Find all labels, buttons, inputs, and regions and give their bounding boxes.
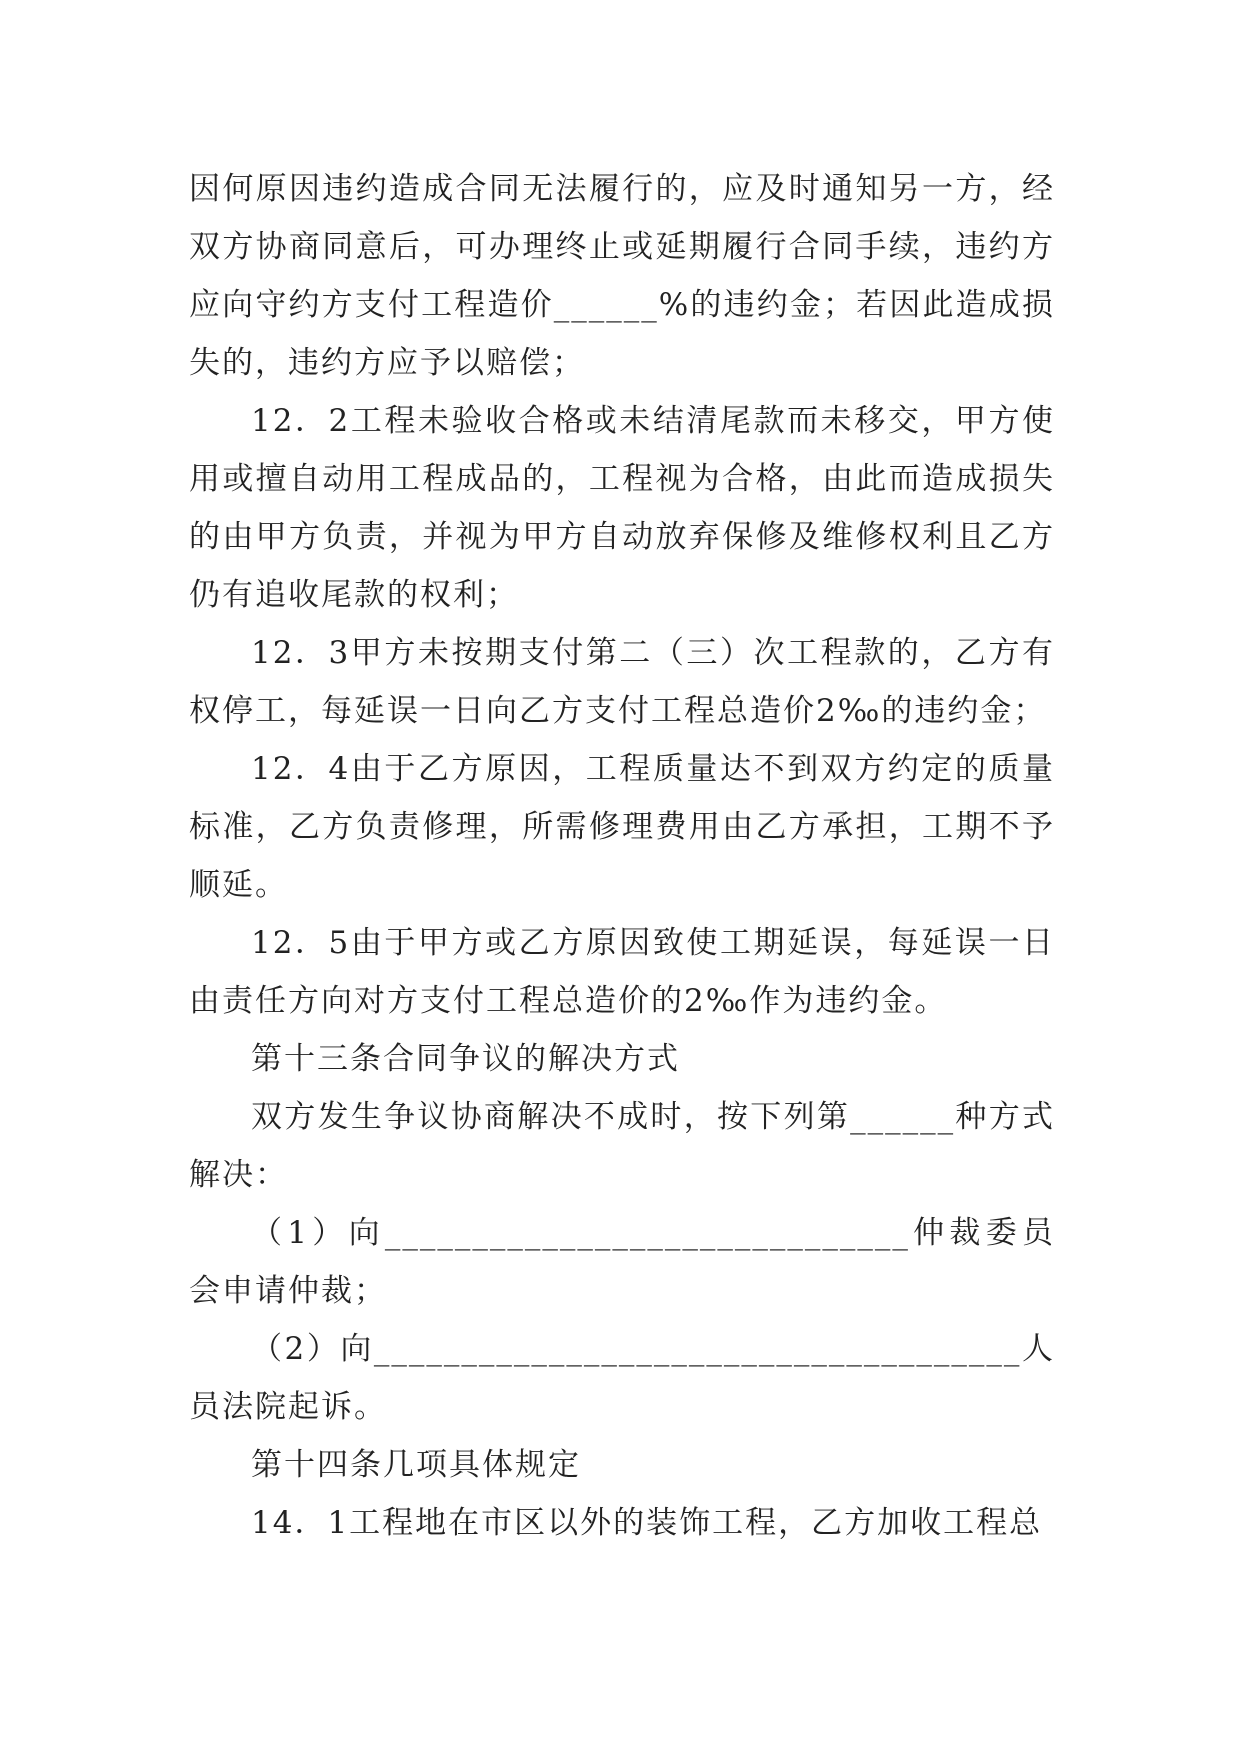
clause-12-2: 12．2工程未验收合格或未结清尾款而未移交，甲方使用或擅自动用工程成品的，工程视为合格，由此而造成损失的由甲方负责，并视为甲方自动放弃保修及维修权利且乙方仍有追收尾款的权利； xyxy=(189,403,1055,613)
paragraph-breach-notice: 因何原因违约造成合同无法履行的，应及时通知另一方，经双方协商同意后，可办理终止或延期履行合同手续，违约方应向守约方支付工程造价______%的违约金；若因此造成损失的，违约方应予以赔偿； xyxy=(189,171,1055,381)
document-body xyxy=(189,160,1055,1552)
article-13-heading: 第十三条合同争议的解决方式 xyxy=(251,1041,680,1077)
article-13-intro: 双方发生争议协商解决不成时，按下列第______种方式解决： xyxy=(189,1099,1055,1193)
clause-12-5: 12．5由于甲方或乙方原因致使工期延误，每延误一日由责任方向对方支付工程总造价的2‰作为违约金。 xyxy=(189,925,1055,1019)
clause-12-4: 12．4由于乙方原因，工程质量达不到双方约定的质量标准，乙方负责修理，所需修理费用由乙方承担，工期不予顺延。 xyxy=(189,751,1055,903)
article-13-option-1: （1）向______________________________仲裁委员会申请仲裁； xyxy=(189,1215,1055,1309)
clause-12-3: 12．3甲方未按期支付第二（三）次工程款的，乙方有权停工，每延误一日向乙方支付工程总造价2‰的违约金； xyxy=(189,635,1055,729)
article-13-option-2: （2）向_____________________________________人员法院起诉。 xyxy=(189,1331,1055,1425)
article-14-heading: 第十四条几项具体规定 xyxy=(251,1447,581,1483)
clause-14-1: 14．1工程地在市区以外的装饰工程，乙方加收工程总 xyxy=(251,1505,1043,1541)
